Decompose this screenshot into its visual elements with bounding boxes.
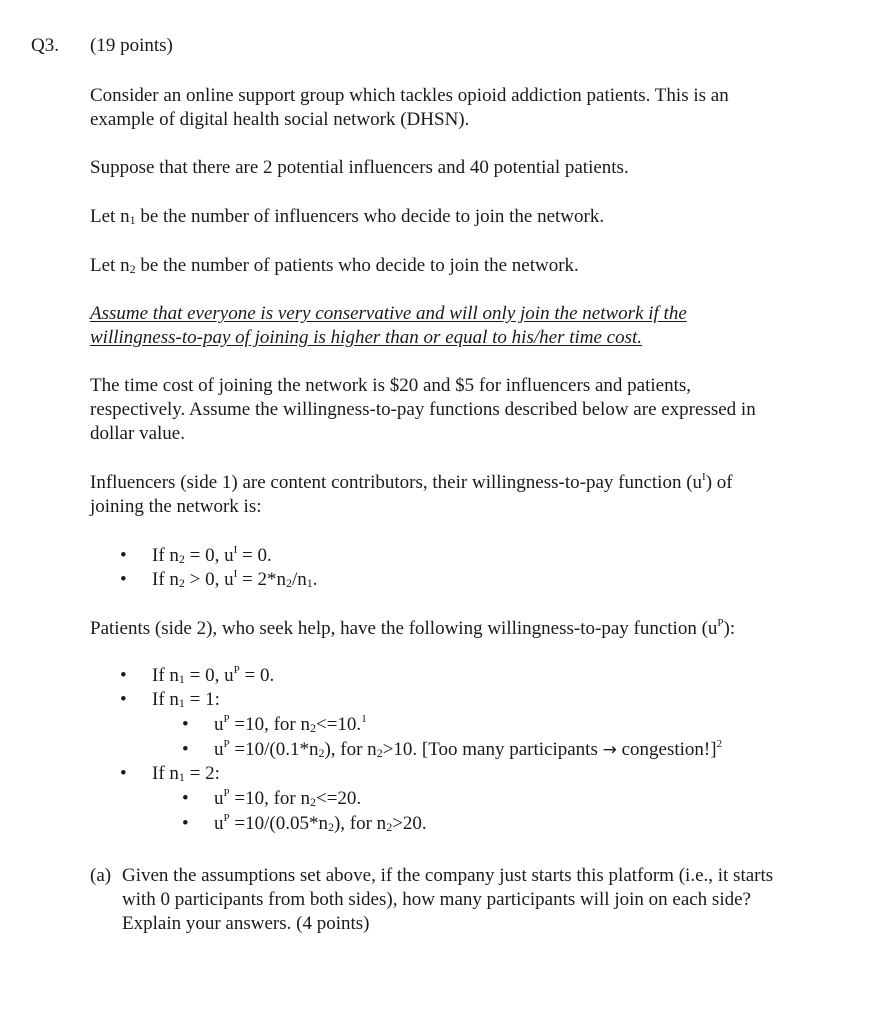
part-a-line-3: Explain your answers. (4 points)	[122, 913, 370, 934]
assumption-paragraph	[90, 302, 850, 350]
bullet-glyph: •	[182, 788, 189, 809]
bullet-glyph: •	[120, 569, 127, 590]
bullet-glyph: •	[120, 689, 127, 710]
time-cost-line-1: The time cost of joining the network is $20 and $5 for influencers and patients,	[90, 375, 691, 396]
intro-paragraph	[90, 84, 850, 132]
intro-line-2: example of digital health social network (DHSN).	[90, 109, 470, 130]
bullet-glyph: •	[120, 665, 127, 686]
part-a-label: (a)	[90, 865, 112, 886]
suppose-sentence: Suppose that there are 2 potential influencers and 40 potential patients.	[90, 157, 629, 178]
time-cost-paragraph	[90, 374, 850, 446]
definition-n2: Let $n_2$ be the number of patients who decide to join the network.	[90, 255, 579, 276]
bullet-glyph: •	[182, 714, 189, 735]
definition-n1: Let $n_1$ be the number of influencers who decide to join the network.	[90, 206, 605, 227]
time-cost-line-3: dollar value.	[90, 423, 185, 444]
intro-line-1: Consider an online support group which tackles opioid addiction patients. This is an	[90, 85, 729, 106]
assumption-line-1: Assume that everyone is very conservative and will only join the network if the	[90, 303, 687, 324]
question-number: Q3.	[31, 35, 59, 56]
question-points: (19 points)	[90, 35, 173, 56]
time-cost-line-2: respectively. Assume the willingness-to-pay functions described below are expressed in	[90, 399, 756, 420]
part-a-question	[122, 864, 852, 936]
bullet-glyph: •	[120, 763, 127, 784]
influencers-line-1: Influencers (side 1) are content contributors, their willingness-to-pay function $(u^I)$ of	[90, 470, 733, 493]
assumption-line-2: willingness-to-pay of joining is higher than or equal to his/her time cost.	[90, 327, 643, 348]
part-a-line-2: with 0 participants from both sides), how many participants will join on each side?	[122, 889, 751, 910]
bullet-glyph: •	[182, 739, 189, 760]
bullet-glyph: •	[120, 545, 127, 566]
influencers-paragraph	[90, 471, 850, 519]
influencers-line-2: joining the network is:	[90, 496, 262, 517]
bullet-glyph: •	[182, 813, 189, 834]
part-a-line-1: Given the assumptions set above, if the company just starts this platform (i.e., it starts	[122, 865, 774, 886]
right-arrow-icon: →	[602, 740, 617, 760]
patients-paragraph: Patients (side 2), who seek help, have the following willingness-to-pay function $(u^P)$:	[90, 616, 736, 639]
